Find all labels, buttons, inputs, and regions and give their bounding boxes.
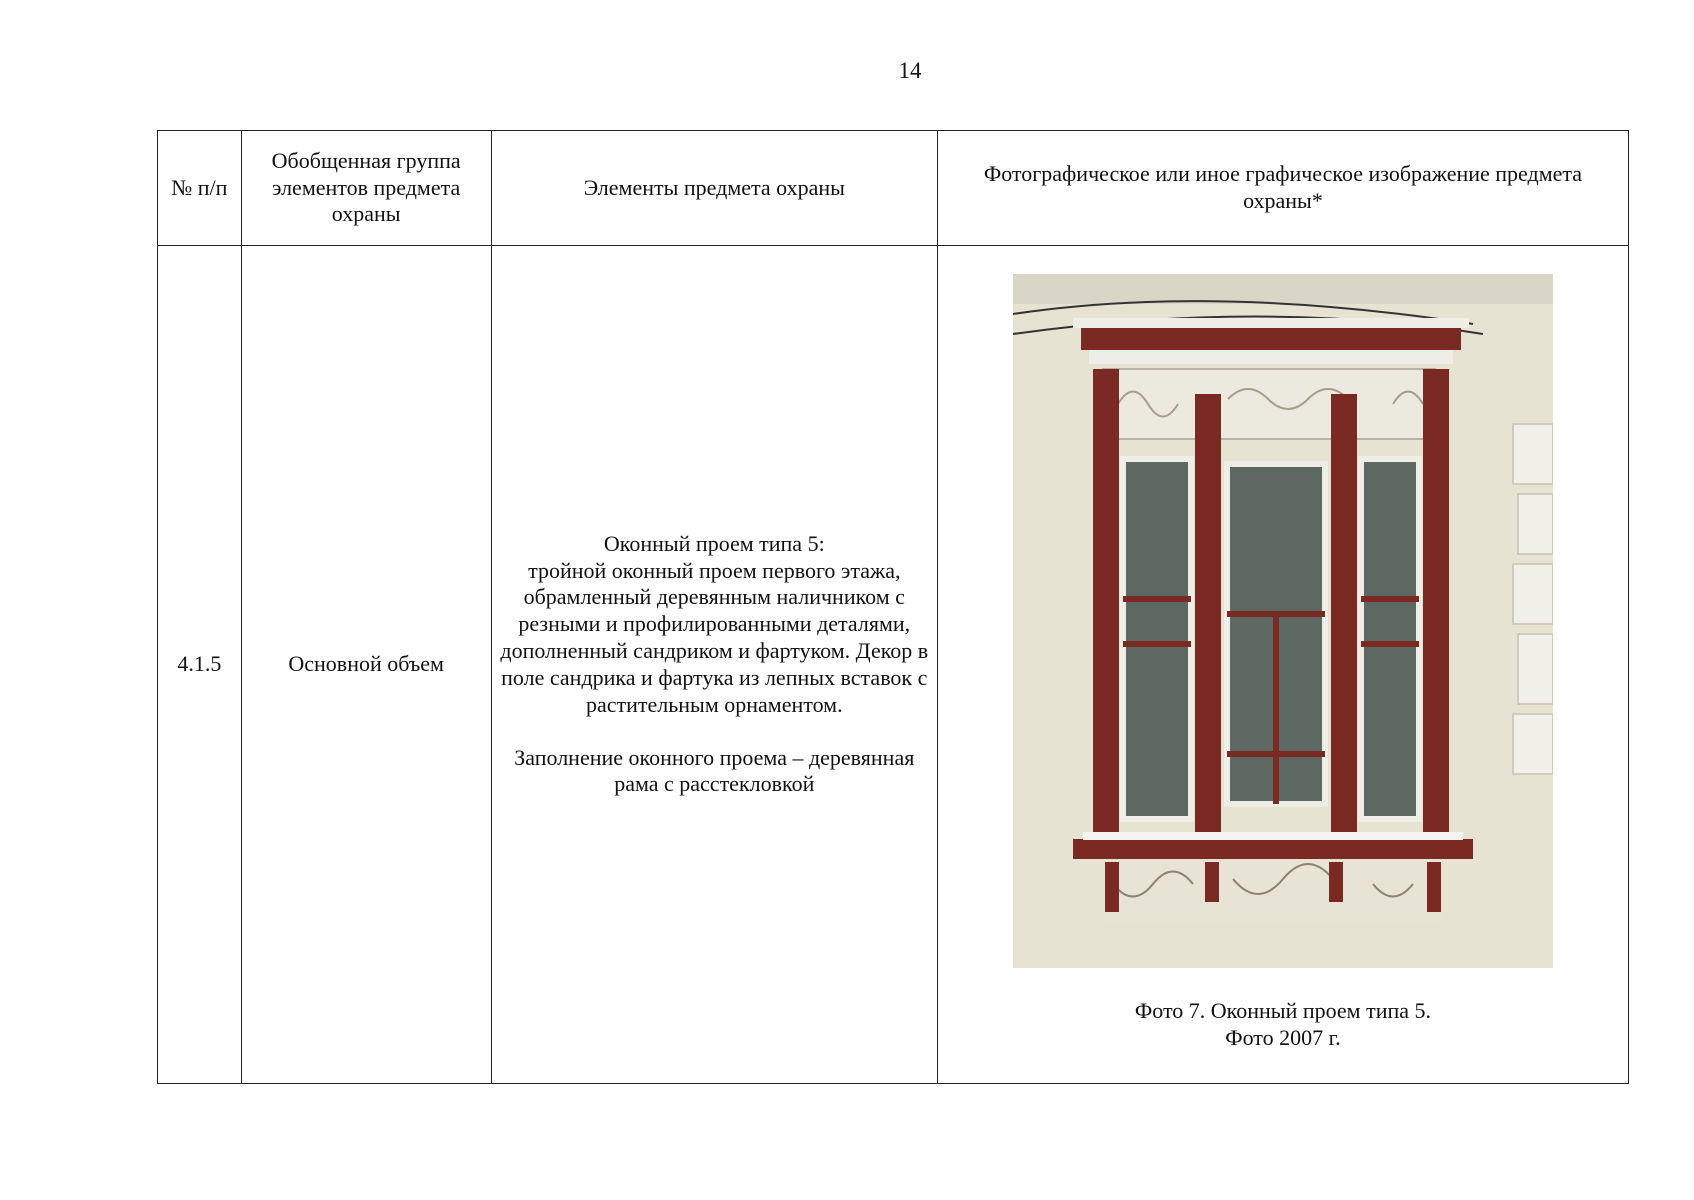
header-photo: Фотографическое или иное графическое изображение предмета охраны*	[937, 131, 1628, 246]
elements-filling: Заполнение оконного проема – деревянная рама с расстекловкой	[514, 744, 915, 797]
header-elements: Элементы предмета охраны	[491, 131, 937, 246]
header-number: № п/п	[158, 131, 242, 246]
row-group: Основной объем	[241, 246, 491, 1084]
elements-description: тройной оконный проем первого этажа, обрамленный деревянным наличником с резными и профилированными деталями, дополненный сандриком и фартуком. Декор в поле сандрика и фартука из лепных вставок с растительным орнаментом.	[500, 557, 929, 717]
window-photo	[1013, 274, 1553, 968]
caption-line-2: Фото 2007 г.	[1225, 1024, 1341, 1050]
row-elements	[491, 246, 937, 1084]
photo-caption	[946, 998, 1620, 1052]
header-group: Обобщенная группа элементов предмета охраны	[241, 131, 491, 246]
page-number: 14	[898, 58, 922, 83]
table-row	[158, 246, 1629, 1084]
protection-table	[157, 130, 1629, 1084]
row-number: 4.1.5	[158, 246, 242, 1084]
row-photo	[937, 246, 1628, 1084]
caption-line-1: Фото 7. Оконный проем типа 5.	[1134, 998, 1432, 1023]
table-header-row	[158, 131, 1629, 246]
elements-title: Оконный проем типа 5:	[603, 530, 825, 556]
